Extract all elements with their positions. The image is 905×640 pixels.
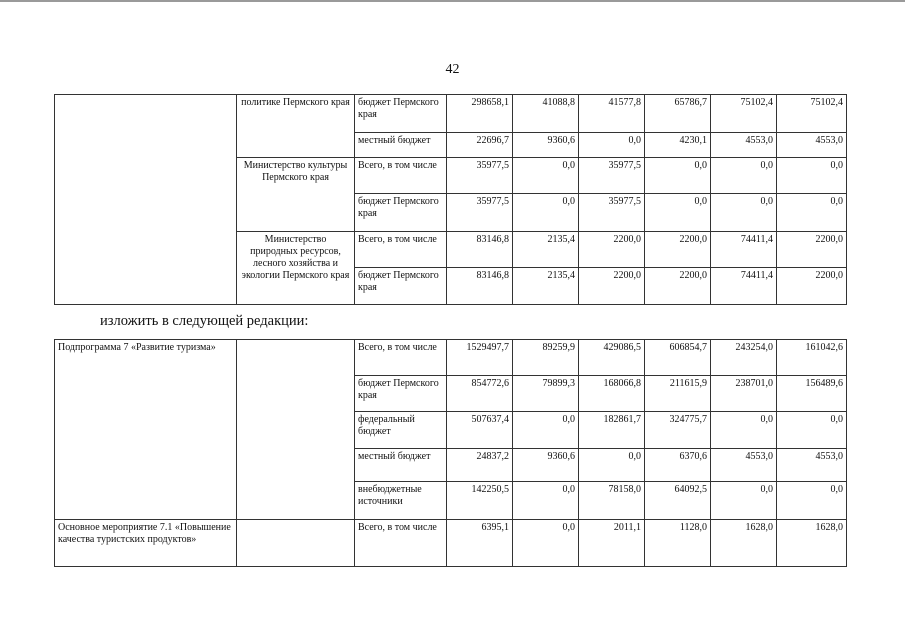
value-cell: 0,0 bbox=[513, 194, 579, 232]
value-cell: 79899,3 bbox=[513, 376, 579, 412]
value-cell: 429086,5 bbox=[579, 340, 645, 376]
value-cell: 2200,0 bbox=[579, 232, 645, 268]
value-cell: 4553,0 bbox=[711, 449, 777, 482]
value-cell: 75102,4 bbox=[777, 95, 847, 133]
value-cell: 2200,0 bbox=[777, 232, 847, 268]
value-cell: 0,0 bbox=[579, 449, 645, 482]
value-cell: 0,0 bbox=[513, 412, 579, 449]
source-cell: Всего, в том числе bbox=[355, 520, 447, 567]
value-cell: 24837,2 bbox=[447, 449, 513, 482]
executor-cell: Министерство природных ресурсов, лесного хозяйства и экологии Пермского края bbox=[237, 232, 355, 305]
empty-cell bbox=[55, 95, 237, 305]
value-cell: 83146,8 bbox=[447, 268, 513, 305]
table-row bbox=[55, 520, 847, 567]
value-cell: 161042,6 bbox=[777, 340, 847, 376]
table-row bbox=[55, 340, 847, 376]
source-cell: внебюджетные источники bbox=[355, 482, 447, 520]
value-cell: 41088,8 bbox=[513, 95, 579, 133]
program-title-cell: Основное мероприятие 7.1 «Повышение качества туристских продуктов» bbox=[55, 520, 237, 567]
value-cell: 606854,7 bbox=[645, 340, 711, 376]
value-cell: 74411,4 bbox=[711, 268, 777, 305]
value-cell: 35977,5 bbox=[579, 158, 645, 194]
page-number: 42 bbox=[445, 62, 460, 77]
value-cell: 324775,7 bbox=[645, 412, 711, 449]
source-cell: местный бюджет bbox=[355, 133, 447, 158]
value-cell: 142250,5 bbox=[447, 482, 513, 520]
source-cell: бюджет Пермского края bbox=[355, 376, 447, 412]
value-cell: 0,0 bbox=[777, 194, 847, 232]
value-cell: 75102,4 bbox=[711, 95, 777, 133]
source-cell: Всего, в том числе bbox=[355, 232, 447, 268]
value-cell: 65786,7 bbox=[645, 95, 711, 133]
value-cell: 0,0 bbox=[777, 412, 847, 449]
value-cell: 4553,0 bbox=[777, 449, 847, 482]
empty-cell bbox=[237, 520, 355, 567]
source-cell: бюджет Пермского края bbox=[355, 95, 447, 133]
value-cell: 74411,4 bbox=[711, 232, 777, 268]
value-cell: 0,0 bbox=[711, 158, 777, 194]
value-cell: 6395,1 bbox=[447, 520, 513, 567]
source-cell: бюджет Пермского края bbox=[355, 268, 447, 305]
empty-cell bbox=[237, 340, 355, 520]
value-cell: 507637,4 bbox=[447, 412, 513, 449]
source-cell: федеральный бюджет bbox=[355, 412, 447, 449]
value-cell: 78158,0 bbox=[579, 482, 645, 520]
value-cell: 1529497,7 bbox=[447, 340, 513, 376]
source-cell: Всего, в том числе bbox=[355, 340, 447, 376]
value-cell: 1628,0 bbox=[711, 520, 777, 567]
scan-top-edge bbox=[0, 0, 905, 2]
value-cell: 64092,5 bbox=[645, 482, 711, 520]
budget-table-new-edition bbox=[54, 339, 847, 567]
value-cell: 22696,7 bbox=[447, 133, 513, 158]
value-cell: 0,0 bbox=[513, 158, 579, 194]
value-cell: 2200,0 bbox=[579, 268, 645, 305]
table-row bbox=[55, 95, 847, 133]
value-cell: 89259,9 bbox=[513, 340, 579, 376]
value-cell: 2135,4 bbox=[513, 232, 579, 268]
value-cell: 1128,0 bbox=[645, 520, 711, 567]
value-cell: 0,0 bbox=[711, 412, 777, 449]
value-cell: 4553,0 bbox=[777, 133, 847, 158]
value-cell: 4553,0 bbox=[711, 133, 777, 158]
value-cell: 0,0 bbox=[645, 194, 711, 232]
value-cell: 854772,6 bbox=[447, 376, 513, 412]
budget-table-continued bbox=[54, 94, 847, 305]
value-cell: 9360,6 bbox=[513, 449, 579, 482]
value-cell: 0,0 bbox=[645, 158, 711, 194]
value-cell: 0,0 bbox=[777, 158, 847, 194]
value-cell: 0,0 bbox=[513, 520, 579, 567]
value-cell: 168066,8 bbox=[579, 376, 645, 412]
value-cell: 41577,8 bbox=[579, 95, 645, 133]
value-cell: 298658,1 bbox=[447, 95, 513, 133]
value-cell: 238701,0 bbox=[711, 376, 777, 412]
value-cell: 35977,5 bbox=[447, 158, 513, 194]
value-cell: 35977,5 bbox=[447, 194, 513, 232]
value-cell: 0,0 bbox=[513, 482, 579, 520]
program-title-cell: Подпрограмма 7 «Развитие туризма» bbox=[55, 340, 237, 520]
source-cell: Всего, в том числе bbox=[355, 158, 447, 194]
source-cell: местный бюджет bbox=[355, 449, 447, 482]
value-cell: 243254,0 bbox=[711, 340, 777, 376]
value-cell: 182861,7 bbox=[579, 412, 645, 449]
value-cell: 2200,0 bbox=[645, 232, 711, 268]
value-cell: 211615,9 bbox=[645, 376, 711, 412]
value-cell: 2200,0 bbox=[777, 268, 847, 305]
value-cell: 156489,6 bbox=[777, 376, 847, 412]
value-cell: 9360,6 bbox=[513, 133, 579, 158]
value-cell: 6370,6 bbox=[645, 449, 711, 482]
value-cell: 0,0 bbox=[711, 194, 777, 232]
executor-cell: политике Пермского края bbox=[237, 95, 355, 158]
value-cell: 2011,1 bbox=[579, 520, 645, 567]
value-cell: 83146,8 bbox=[447, 232, 513, 268]
value-cell: 0,0 bbox=[777, 482, 847, 520]
edit-instruction: изложить в следующей редакции: bbox=[100, 313, 309, 329]
value-cell: 2135,4 bbox=[513, 268, 579, 305]
value-cell: 0,0 bbox=[711, 482, 777, 520]
value-cell: 1628,0 bbox=[777, 520, 847, 567]
value-cell: 2200,0 bbox=[645, 268, 711, 305]
source-cell: бюджет Пермского края bbox=[355, 194, 447, 232]
value-cell: 35977,5 bbox=[579, 194, 645, 232]
executor-cell: Министерство культуры Пермского края bbox=[237, 158, 355, 232]
value-cell: 0,0 bbox=[579, 133, 645, 158]
value-cell: 4230,1 bbox=[645, 133, 711, 158]
